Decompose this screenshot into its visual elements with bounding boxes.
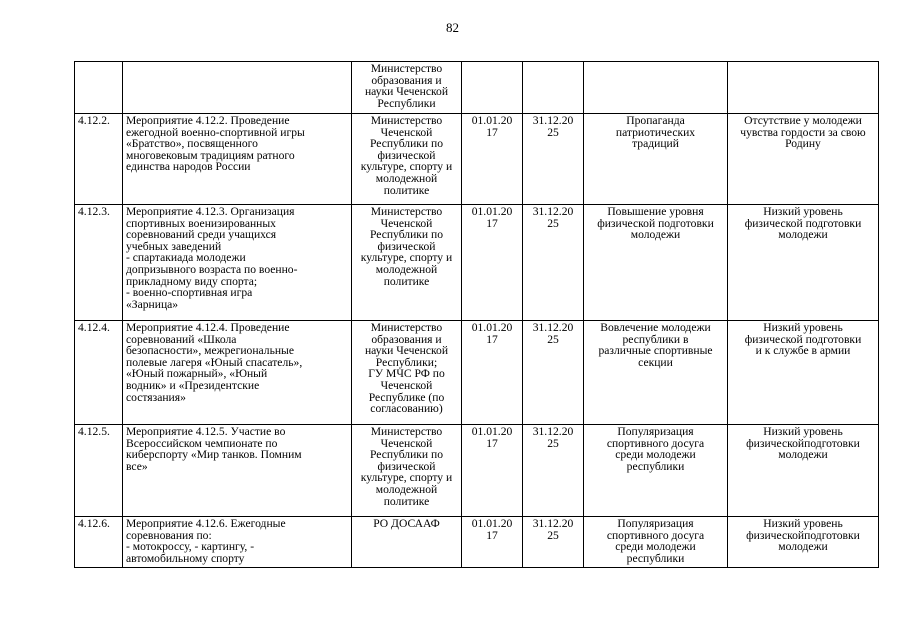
consequence-cell: Низкий уровень физическойподготовки молодежи [728,517,879,568]
end-date-cell: 31.12.20 25 [523,321,584,425]
page-number: 82 [446,20,459,35]
table-row [75,425,879,517]
executor-cell: РО ДОСААФ [352,517,462,568]
table-row [75,114,879,205]
row-number-cell [75,62,123,114]
row-number-cell: 4.12.6. [75,517,123,568]
end-date-cell: 31.12.20 25 [523,205,584,321]
consequence-cell: Отсутствие у молодежи чувства гордости за свою Родину [728,114,879,205]
consequence-cell: Низкий уровень физической подготовки молодежи [728,205,879,321]
activities-table [74,61,879,568]
consequence-cell: Низкий уровень физическойподготовки молодежи [728,425,879,517]
table-row [75,62,879,114]
start-date-cell: 01.01.20 17 [462,205,523,321]
start-date-cell [462,62,523,114]
end-date-cell: 31.12.20 25 [523,517,584,568]
end-date-cell: 31.12.20 25 [523,425,584,517]
table-row [75,321,879,425]
event-cell: Мероприятие 4.12.3. Организация спортивных военизированных соревнований среди учащихся учебных заведений - спартакиада молодежи допризывного возраста по военно- прикладному виду спорта; - военно-спортивная игра «Зарница» [123,205,352,321]
table-row [75,517,879,568]
row-number-cell: 4.12.2. [75,114,123,205]
expected-result-cell: Вовлечение молодежи республики в различные спортивные секции [584,321,728,425]
start-date-cell: 01.01.20 17 [462,425,523,517]
expected-result-cell: Популяризация спортивного досуга среди молодежи республики [584,517,728,568]
table-row [75,205,879,321]
consequence-cell [728,62,879,114]
executor-cell: Министерство образования и науки Чеченской Республики [352,62,462,114]
start-date-cell: 01.01.20 17 [462,321,523,425]
executor-cell: Министерство образования и науки Чеченской Республики; ГУ МЧС РФ по Чеченской Республике (по согласованию) [352,321,462,425]
event-cell: Мероприятие 4.12.6. Ежегодные соревнования по: - мотокроссу, - картингу, - автомобильному спорту [123,517,352,568]
executor-cell: Министерство Чеченской Республики по физической культуре, спорту и молодежной политике [352,114,462,205]
start-date-cell: 01.01.20 17 [462,114,523,205]
end-date-cell [523,62,584,114]
end-date-cell: 31.12.20 25 [523,114,584,205]
consequence-cell: Низкий уровень физической подготовки и к службе в армии [728,321,879,425]
event-cell: Мероприятие 4.12.4. Проведение соревнований «Школа безопасности», межрегиональные полевые лагеря «Юный спасатель», «Юный пожарный», «Юный водник» и «Президентские состязания» [123,321,352,425]
expected-result-cell: Популяризация спортивного досуга среди молодежи республики [584,425,728,517]
row-number-cell: 4.12.3. [75,205,123,321]
start-date-cell: 01.01.20 17 [462,517,523,568]
event-cell [123,62,352,114]
event-cell: Мероприятие 4.12.5. Участие во Всероссийском чемпионате по киберспорту «Мир танков. Помним все» [123,425,352,517]
expected-result-cell [584,62,728,114]
expected-result-cell: Пропаганда патриотических традиций [584,114,728,205]
row-number-cell: 4.12.4. [75,321,123,425]
expected-result-cell: Повышение уровня физической подготовки молодежи [584,205,728,321]
row-number-cell: 4.12.5. [75,425,123,517]
event-cell: Мероприятие 4.12.2. Проведение ежегодной военно-спортивной игры «Братство», посвященного многовековым традициям ратного единства народов России [123,114,352,205]
executor-cell: Министерство Чеченской Республики по физической культуре, спорту и молодежной политике [352,205,462,321]
executor-cell: Министерство Чеченской Республики по физической культуре, спорту и молодежной политике [352,425,462,517]
